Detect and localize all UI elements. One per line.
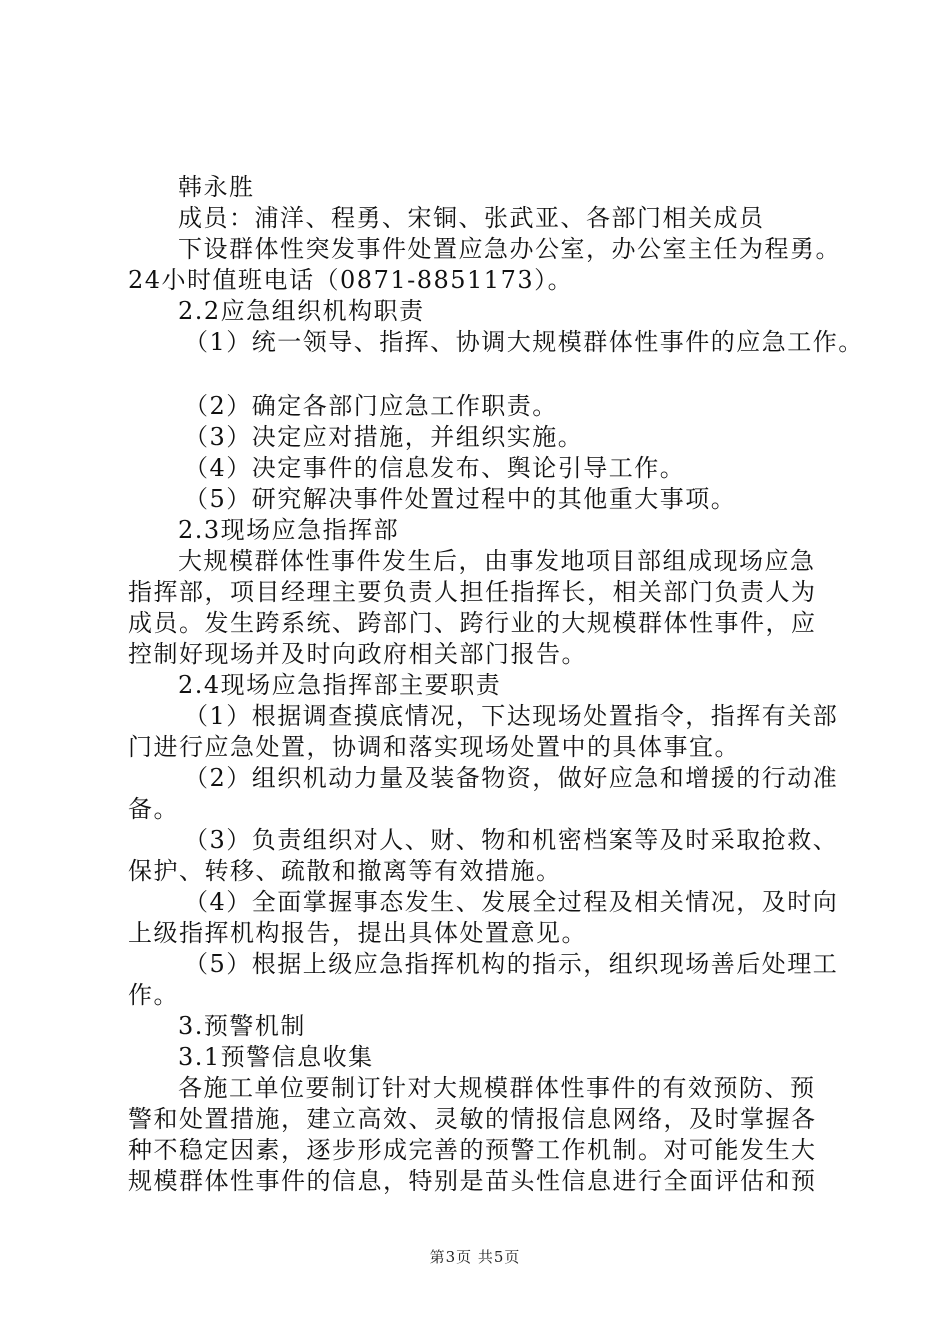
text-line: 下设群体性突发事件处置应急办公室，办公室主任为程勇。: [178, 235, 841, 263]
text-line: 2.4现场应急指挥部主要职责: [178, 671, 502, 699]
text-line: 上级指挥机构报告，提出具体处置意见。: [128, 919, 587, 947]
text-line: 门进行应急处置，协调和落实现场处置中的具体事宜。: [128, 733, 740, 761]
text-line: 种不稳定因素，逐步形成完善的预警工作机制。对可能发生大: [128, 1136, 817, 1164]
text-line: （4）全面掌握事态发生、发展全过程及相关情况，及时向: [184, 888, 839, 916]
text-line: 备。: [128, 795, 179, 823]
text-line: 保护、转移、疏散和撤离等有效措施。: [128, 857, 562, 885]
page-footer: 第3页 共5页: [429, 1248, 521, 1266]
text-line: 成员。发生跨系统、跨部门、跨行业的大规模群体性事件，应: [128, 609, 817, 637]
text-line: 3.预警机制: [178, 1012, 306, 1040]
text-line: 韩永胜: [178, 173, 255, 201]
text-line: （5）根据上级应急指挥机构的指示，组织现场善后处理工: [184, 950, 839, 978]
document-body: [128, 172, 864, 1197]
text-line: （4）决定事件的信息发布、舆论引导工作。: [184, 454, 686, 482]
text-line: 2.3现场应急指挥部: [178, 516, 400, 544]
text-line: 警和处置措施，建立高效、灵敏的情报信息网络，及时掌握各: [128, 1105, 817, 1133]
text-line: （3）决定应对措施，并组织实施。: [184, 423, 584, 451]
text-line: 24小时值班电话（0871-8851173）。: [128, 266, 574, 294]
blank-line: [128, 358, 828, 391]
text-line: （1）统一领导、指挥、协调大规模群体性事件的应急工作。: [184, 328, 864, 356]
text-line: （1）根据调查摸底情况，下达现场处置指令，指挥有关部: [184, 702, 839, 730]
text-line: （2）组织机动力量及装备物资，做好应急和增援的行动准: [184, 764, 839, 792]
text-line: 控制好现场并及时向政府相关部门报告。: [128, 640, 587, 668]
text-line: 大规模群体性事件发生后，由事发地项目部组成现场应急: [178, 547, 816, 575]
text-line: 作。: [128, 981, 179, 1009]
text-line: 规模群体性事件的信息，特别是苗头性信息进行全面评估和预: [128, 1167, 817, 1195]
text-line: （3）负责组织对人、财、物和机密档案等及时采取抢救、: [184, 826, 839, 854]
text-line: （5）研究解决事件处置过程中的其他重大事项。: [184, 485, 737, 513]
text-line: 成员：浦洋、程勇、宋铜、张武亚、各部门相关成员: [178, 204, 765, 232]
text-line: 指挥部，项目经理主要负责人担任指挥长，相关部门负责人为: [128, 578, 817, 606]
text-line: 3.1预警信息收集: [178, 1043, 374, 1071]
text-line: 各施工单位要制订针对大规模群体性事件的有效预防、预: [178, 1074, 816, 1102]
text-line: （2）确定各部门应急工作职责。: [184, 392, 558, 420]
text-line: 2.2应急组织机构职责: [178, 297, 425, 325]
